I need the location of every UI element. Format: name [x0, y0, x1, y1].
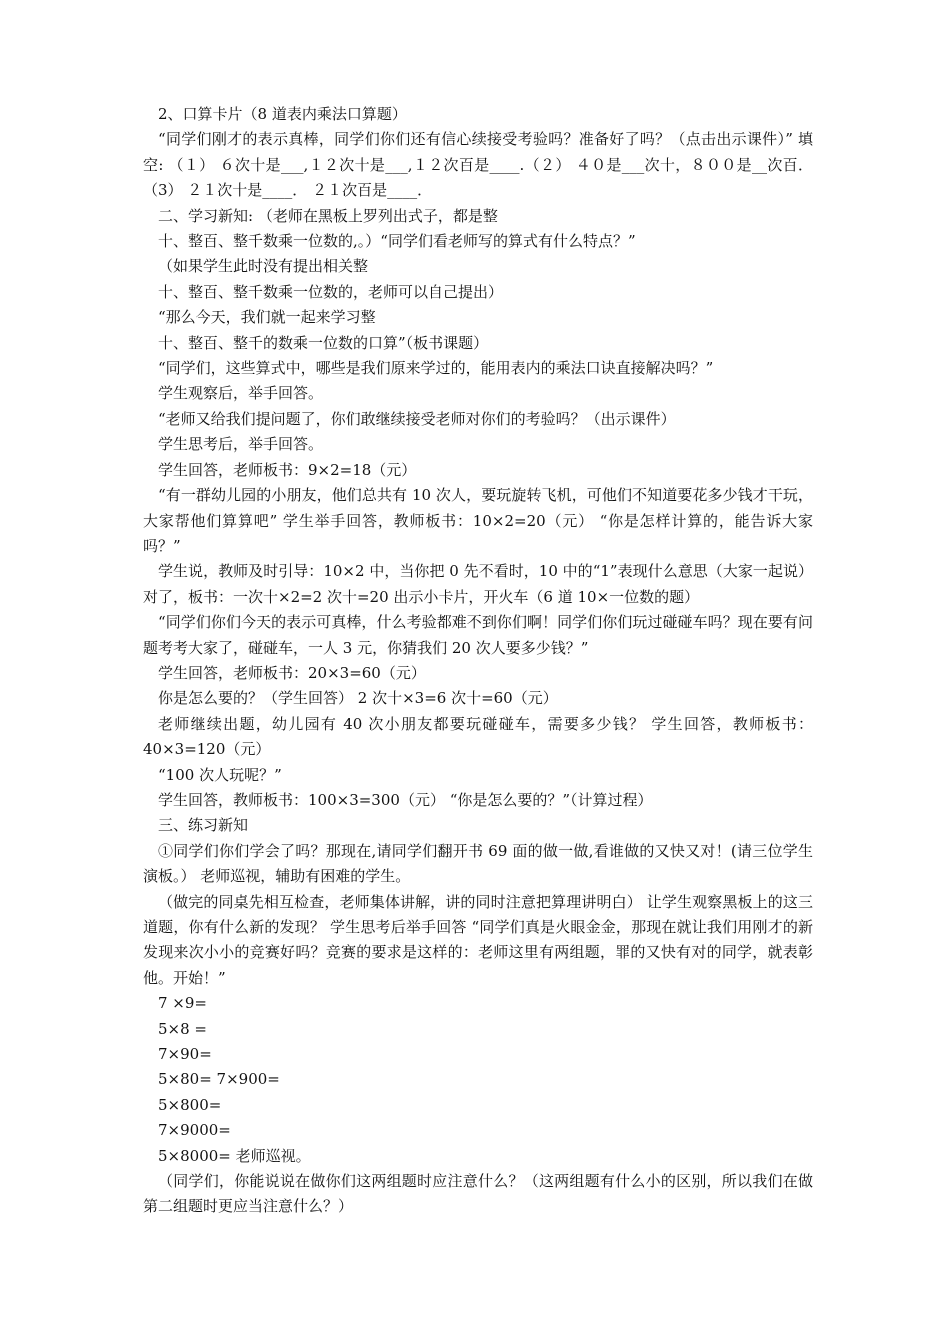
- paragraph: 老师继续出题，幼儿园有 40 次小朋友都要玩碰碰车，需要多少钱？ 学生回答，教师板书：40×3=120（元）: [143, 714, 813, 759]
- equation-line: 7×90=: [158, 1045, 212, 1064]
- paragraph: 十、整百、整千的数乘一位数的口算”（板书课题）: [158, 333, 489, 352]
- paragraph: 学生回答，老师板书：9×2=18（元）: [158, 460, 417, 479]
- paragraph: 学生说，教师及时引导：10×2 中，当你把 0 先不看时，10 中的“1”表现什么意思（大家一起说）对了，板书：一次十×2=2 次十=20 出示小卡片，开火车（6 道 10×一位数的题）: [143, 562, 813, 606]
- paragraph: 2、口算卡片（8 道表内乘法口算题）: [158, 105, 407, 123]
- equation-line: 7 ×9=: [158, 994, 207, 1013]
- equation-line: 5×800=: [158, 1095, 222, 1114]
- paragraph: 学生思考后，举手回答。: [158, 435, 324, 454]
- paragraph: “有一群幼儿园的小朋友，他们总共有 10 次人，要玩旋转飞机，可他们不知道要花多少钱才干玩，大家帮他们算算吧” 学生举手回答，教师板书：10×2=20（元） “你是怎样计算的，能告诉大家吗？”: [143, 486, 813, 555]
- paragraph: 学生回答，老师板书：20×3=60（元）: [158, 663, 426, 682]
- paragraph: “同学们，这些算式中，哪些是我们原来学过的，能用表内的乘法口诀直接解决吗？”: [158, 359, 714, 378]
- paragraph: “老师又给我们提问题了，你们敢继续接受老师对你们的考验吗？（出示课件）: [158, 409, 676, 428]
- equation-line: 7×9000=: [158, 1121, 231, 1140]
- paragraph: 十、整百、整千数乘一位数的,。）“同学们看老师写的算式有什么特点？”: [158, 232, 636, 251]
- paragraph: 十、整百、整千数乘一位数的，老师可以自己提出）: [158, 282, 504, 301]
- paragraph: 二、学习新知: （老师在黑板上罗列出式子，都是整: [158, 206, 498, 225]
- paragraph: （同学们，你能说说在做你们这两组题时应注意什么？（这两组题有什么小的区别，所以我们在做第二组题时更应当注意什么？）: [143, 1172, 813, 1216]
- paragraph: （如果学生此时没有提出相关整: [158, 257, 369, 276]
- paragraph: 你是怎么要的？（学生回答） 2 次十×3=6 次十=60（元）: [158, 689, 558, 708]
- paragraph: ①同学们你们学会了吗？那现在,请同学们翻开书 69 面的做一做,看谁做的又快又对！(请三位学生演板。） 老师巡视，辅助有困难的学生。: [143, 841, 813, 886]
- section-heading: 三、练习新知: [158, 816, 249, 835]
- equation-line: 5×80= 7×900=: [158, 1070, 280, 1089]
- equation-line: 5×8000= 老师巡视。: [158, 1146, 311, 1165]
- paragraph: （做完的同桌先相互检查，老师集体讲解，讲的同时注意把算理讲明白） 让学生观察黑板上的这三道题，你有什么新的发现？ 学生思考后举手回答 “同学们真是火眼金金，那现在就让我们用刚才的新发现来次小小的竞赛好吗？竞赛的要求是这样的：老师这里有两组题，罪的又快有对的同学，就表彰他。开始！”: [143, 892, 813, 987]
- paragraph: 学生观察后，举手回答。: [158, 384, 324, 403]
- equation-line: 5×8 =: [158, 1019, 207, 1038]
- document-body: [143, 102, 813, 1220]
- paragraph: 学生回答，教师板书：100×3=300（元） “你是怎么要的？”（计算过程）: [158, 790, 653, 809]
- paragraph: “同学们你们今天的表示可真棒，什么考验都难不到你们啊！同学们你们玩过碰碰车吗？现在要有问题考考大家了，碰碰车，一人 3 元，你猜我们 20 次人要多少钱？”: [143, 613, 813, 657]
- paragraph: “100 次人玩呢？”: [158, 765, 282, 784]
- paragraph: “那么今天，我们就一起来学习整: [158, 308, 376, 327]
- paragraph: “同学们刚才的表示真棒，同学们你们还有信心续接受考验吗？准备好了吗？（点击出示课件）” 填空: （１） ６次十是___,１２次十是___,１２次百是____.（２） ４０是___次十，８００是__次百． （3） ２１次十是____． ２１次百是____．: [143, 130, 813, 200]
